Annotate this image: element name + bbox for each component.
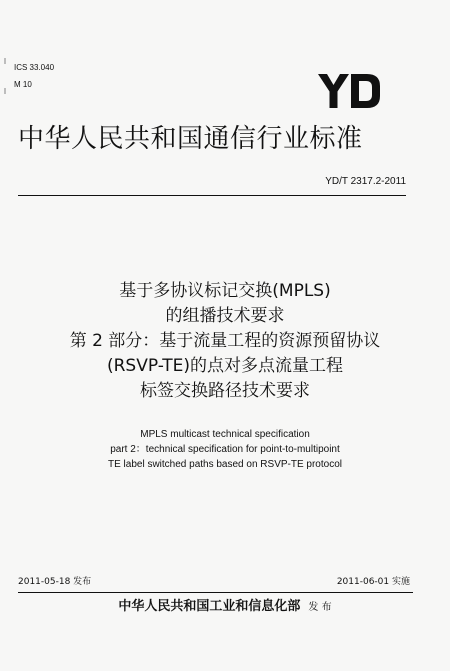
implementation-date: 2011-06-01 实施: [336, 577, 410, 587]
chinese-title-line: (RSVP-TE)的点对多点流量工程: [106, 356, 344, 376]
english-title-line: MPLS multicast technical specification: [140, 429, 310, 440]
standard-number: YD/T 2317.2-2011: [325, 176, 406, 187]
issuer-name: 中华人民共和国工业和信息化部: [118, 599, 301, 614]
issuer-action: 发 布: [308, 602, 332, 613]
english-title-line: part 2：technical specification for point-to-multipoint: [110, 444, 340, 455]
scan-mark: [4, 88, 6, 94]
ics-code: ICS 33.040: [14, 63, 55, 72]
standard-category-title: 中华人民共和国通信行业标准: [18, 124, 363, 154]
ccs-code: M 10: [14, 80, 32, 89]
footer-divider: [18, 592, 413, 593]
issuing-authority: [0, 598, 450, 617]
chinese-title-line: 第 2 部分：基于流量工程的资源预留协议: [69, 331, 381, 351]
header-divider: [18, 195, 406, 196]
chinese-title-line: 基于多协议标记交换(MPLS): [119, 281, 331, 301]
issue-date: 2011-05-18 发布: [18, 577, 92, 587]
chinese-title-line: 的组播技术要求: [165, 306, 285, 326]
scan-mark: [4, 58, 6, 64]
chinese-title-line: 标签交换路径技术要求: [140, 381, 310, 401]
english-title-line: TE label switched paths based on RSVP-TE protocol: [107, 459, 342, 470]
chinese-title: [10, 279, 440, 404]
english-title: [10, 427, 440, 472]
yd-logo: [318, 74, 380, 108]
